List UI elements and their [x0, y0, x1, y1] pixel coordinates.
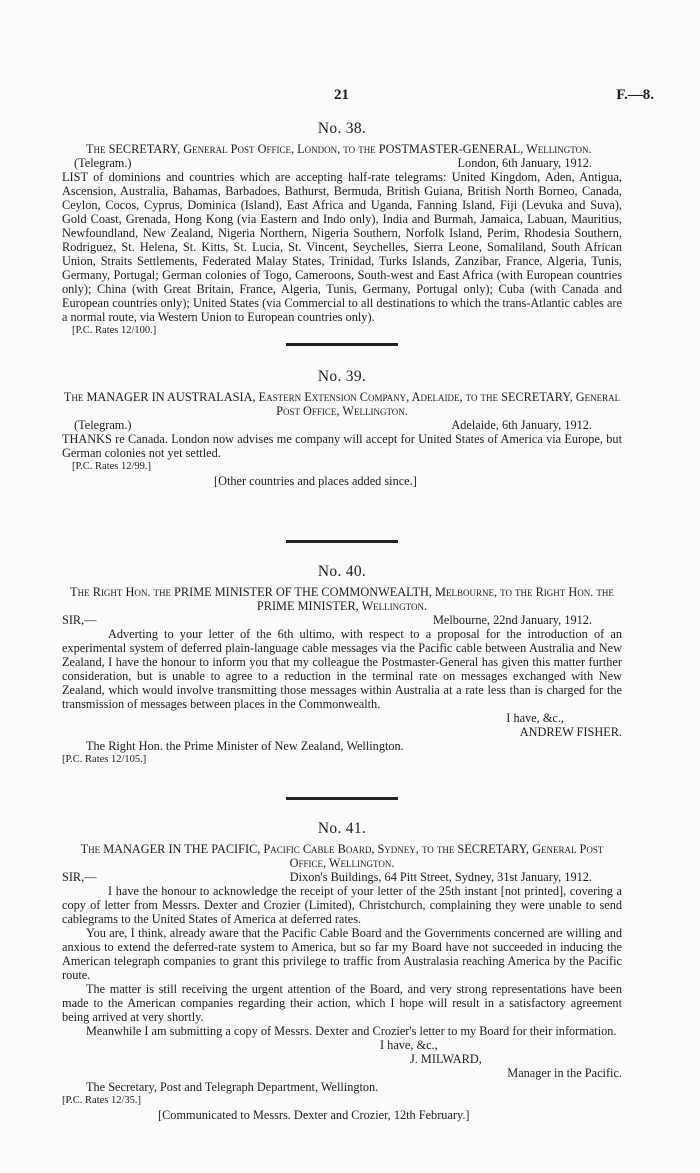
section-no-40: [62, 565, 622, 767]
closing: I have, &c.,: [380, 1038, 438, 1052]
letter-paragraph: The matter is still receiving the urgent attention of the Board, and very strong representations have been made to the American companies regarding their action, which I hope will result in a satisfactory agreement being arrived at very shortly.: [62, 982, 622, 1024]
section-number: No. 38.: [317, 120, 367, 137]
letter-paragraph: Meanwhile I am submitting a copy of Messrs. Dexter and Crozier's letter to my Board for their information.: [86, 1024, 617, 1038]
section-number: No. 40.: [317, 563, 367, 580]
place-date: Melbourne, 22nd January, 1912.: [432, 613, 592, 627]
divider-rule: [286, 343, 398, 346]
section-number: No. 39.: [317, 368, 367, 385]
salutation: SIR,—: [62, 870, 97, 884]
letter-body: Adverting to your letter of the 6th ultimo, with respect to a proposal for the introduction of an experimental system of deferred plain-language cable messages via the Pacific cable between Australia and New Zealand, I have the honour to inform you that my colleague the Postmaster-General has given this matter further consideration, but is unable to agree to a reduction in the terminal rate on messages exchanged with New Zealand, which would involve transmitting those messages within Australia at a rate less than is charged for the transmission of messages between places in the Commonwealth.: [62, 627, 622, 711]
addressee: The Secretary, Post and Telegraph Department, Wellington.: [86, 1080, 379, 1094]
file-reference: [P.C. Rates 12/105.]: [62, 754, 147, 765]
document-reference: F.—8.: [616, 87, 654, 103]
signature: ANDREW FISHER.: [519, 725, 622, 739]
signature-title: Manager in the Pacific.: [507, 1066, 622, 1080]
editorial-note: [Communicated to Messrs. Dexter and Crozier, 12th February.]: [158, 1108, 470, 1122]
section-number: No. 41.: [317, 820, 367, 837]
editorial-note: [Other countries and places added since.]: [214, 474, 417, 488]
file-reference: [P.C. Rates 12/99.]: [72, 461, 152, 472]
place-date: Adelaide, 6th January, 1912.: [451, 418, 592, 432]
file-reference: [P.C. Rates 12/100.]: [72, 325, 157, 336]
file-reference: [P.C. Rates 12/35.]: [62, 1095, 142, 1106]
letter-paragraph: I have the honour to acknowledge the receipt of your letter of the 25th instant [not printed], covering a copy of letter from Messrs. Dexter and Crozier (Limited), Christchurch, complaining they were unable to send cablegrams to the United States of America at deferred rates.: [62, 884, 622, 926]
letter-paragraph: You are, I think, already aware that the Pacific Cable Board and the Governments concerned are willing and anxious to extend the deferred-rate system to America, but so far my Board have not succeeded in inducing the American telegraph companies to grant this privilege to traffic from Australasia reaching America by the Pacific route.: [62, 926, 622, 982]
place-date: London, 6th January, 1912.: [457, 156, 592, 170]
salutation: SIR,—: [62, 613, 97, 627]
closing: I have, &c.,: [506, 711, 564, 725]
divider-rule: [286, 540, 398, 543]
from-line: The MANAGER IN THE PACIFIC, Pacific Cable Board, Sydney, to the SECRETARY, General Post Office, Wellington.: [80, 842, 604, 870]
addressee: The Right Hon. the Prime Minister of New Zealand, Wellington.: [86, 739, 404, 753]
divider-rule: [286, 797, 398, 800]
place-date: Dixon's Buildings, 64 Pitt Street, Sydney, 31st January, 1912.: [289, 870, 592, 884]
signature: J. MILWARD,: [410, 1052, 482, 1066]
from-line: The SECRETARY, General Post Office, London, to the POSTMASTER-GENERAL, Wellington.: [86, 142, 592, 156]
page-header: [62, 87, 654, 108]
from-line: The Right Hon. the PRIME MINISTER OF THE COMMONWEALTH, Melbourne, to the Right Hon. the PRIME MINISTER, Wellington.: [70, 585, 614, 613]
message-body: LIST of dominions and countries which are accepting half-rate telegrams: United Kingdom, Aden, Antigua, Ascension, Australia, Bahamas, Barbadoes, Bathurst, Bermuda, British Guiana, British North Borneo, Canada, Ceylon, Cocos, Cyprus, Dominica (Island), East Africa and Uganda, Fanning Island, Fiji (Levuka and Suva), Gold Coast, Grenada, Hong Kong (via Eastern and Indo only), India and Burmah, Jamaica, Labuan, Mauritius, Newfoundland, New Zealand, Nigeria Northern, Nigeria Southern, Norfolk Island, Perim, Rhodesia Southern, Rodriguez, St. Helena, St. Kitts, St. Lucia, St. Vincent, Seychelles, Sierra Leone, Somaliland, South African Union, Straits Settlements, Federated Malay States, Trinidad, Turks Islands, Zanzibar, France, Algeria, Tunis, Germany, Portugal; German colonies of Togo, Cameroons, South-west and East Africa (with European countries only); China (with Great Britain, France, Algeria, Tunis, Germany, Portugal only); Cuba (with Canada and European countries only); United States (via Commercial to all destinations to which the trans-Atlantic cables are a normal route, via Western Union to European countries only).: [62, 170, 622, 324]
from-line: The MANAGER IN AUSTRALASIA, Eastern Extension Company, Adelaide, to the SECRETARY, General Post Office, Wellington.: [63, 390, 621, 418]
message-body: THANKS re Canada. London now advises me company will accept for United States of America via Europe, but German colonies not yet settled.: [62, 432, 622, 460]
page-number: 21: [334, 87, 349, 103]
message-type: (Telegram.): [74, 418, 132, 432]
message-type: (Telegram.): [74, 156, 132, 170]
section-no-39: [62, 370, 622, 488]
section-no-38: [62, 122, 622, 338]
section-no-41: [62, 822, 622, 1122]
